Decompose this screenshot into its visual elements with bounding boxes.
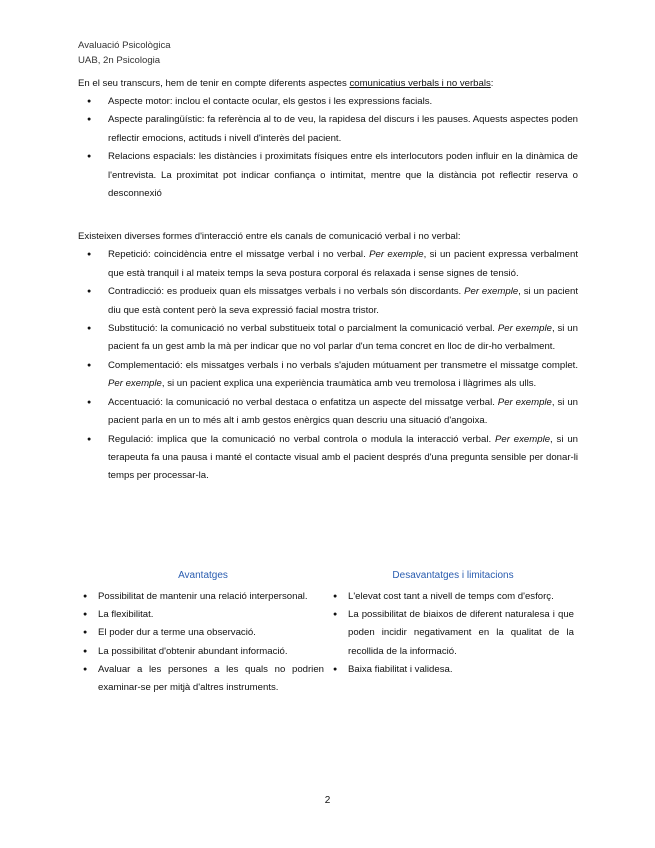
form-text: Substitució: la comunicació no verbal substitueix total o parcialment la comunicació verbal. xyxy=(108,323,498,335)
list-item xyxy=(78,283,578,320)
list-item: ● La possibilitat d'obtenir abundant informació. xyxy=(78,643,328,661)
header-subtitle: UAB, 2n Psicologia xyxy=(78,55,161,66)
form-text: Regulació: implica que la comunicació no verbal controla o modula la interacció verbal. xyxy=(108,433,495,445)
form-text: , si un pacient explica una experiència traumàtica amb veu tremolosa i llàgrimes als ulls. xyxy=(161,378,537,390)
aspects-list xyxy=(78,93,578,203)
intro-underlined: comunicatius verbals i no verbals xyxy=(349,78,491,89)
forms-list xyxy=(78,246,578,485)
list-item xyxy=(78,357,578,394)
list-item: ● Possibilitat de mantenir una relació interpersonal. xyxy=(78,588,328,606)
form-example: Per exemple xyxy=(108,378,162,390)
list-item: ● El poder dur a terme una observació. xyxy=(78,624,328,642)
form-text: , si un pacient expressa verbalment que està tranquil i al mateix temps la seva postura corporal és relaxada i sense signes de tensió. xyxy=(108,249,578,279)
form-text: , si un pacient parla en un to més alt i amb gestos enèrgics quan descriu una situació d'angoixa. xyxy=(108,396,578,427)
advantages-heading: Avantatges xyxy=(178,570,228,581)
intro-tail: : xyxy=(490,78,494,89)
form-text: Contradicció: es produeix quan els missatges verbals i no verbals són discordants. xyxy=(108,286,465,298)
list-item: ● Aspecte motor: inclou el contacte ocular, els gestos i les expressions facials. xyxy=(78,93,578,111)
form-text: Complementació: els missatges verbals i no verbals s'ajuden mútuament per transmetre el missatge complet. xyxy=(108,359,578,371)
form-text: , si un terapeuta fa una pausa i manté el contacte visual amb el pacient després d'una pregunta sensible per donar-li temps per processar-la. xyxy=(108,433,578,482)
comparison-columns xyxy=(78,568,578,697)
form-example: Per exemple xyxy=(495,433,551,445)
intro-lead: En el seu transcurs, hem de tenir en compte diferents aspectes xyxy=(78,78,350,89)
list-item xyxy=(78,246,578,283)
list-item: ● L'elevat cost tant a nivell de temps com d'esforç. xyxy=(328,588,578,606)
list-item: ● Aspecte paralingüístic: fa referència al to de veu, la rapidesa del discurs i les pauses. Aquests aspectes poden reflectir emocions, actituds i nivell d'interès del pacient. xyxy=(78,111,578,148)
list-item: ● Avaluar a les persones a les quals no podrien examinar-se per mitjà d'altres instruments. xyxy=(78,661,328,697)
list-item: ● Relacions espacials: les distàncies i proximitats físiques entre els interlocutors poden influir en la dinàmica de l'entrevista. La proximitat pot indicar confiança o intimitat, mentre que la distància pot reflectir reserva o desconnexió xyxy=(78,148,578,203)
form-example: Per exemple xyxy=(497,323,552,335)
page-number: 2 xyxy=(324,795,331,806)
list-item xyxy=(78,431,578,486)
header-title: Avaluació Psicològica xyxy=(78,40,171,51)
form-example: Per exemple xyxy=(497,396,552,408)
list-item: ● La possibilitat de biaixos de diferent naturalesa i que poden incidir negativament en la qualitat de la recollida de la informació. xyxy=(328,606,578,661)
form-example: Per exemple xyxy=(464,286,519,298)
form-text: Repetició: coincidència entre el missatge verbal i no verbal. xyxy=(108,249,370,261)
form-example: Per exemple xyxy=(369,249,424,261)
form-text: Accentuació: la comunicació no verbal destaca o enfatitza un aspecte del missatge verbal. xyxy=(108,396,498,408)
document-body xyxy=(78,74,578,486)
list-item: ● La flexibilitat. xyxy=(78,606,328,624)
page-header xyxy=(78,38,171,68)
intro-paragraph xyxy=(78,74,578,93)
list-item: ● Baixa fiabilitat i validesa. xyxy=(328,661,578,679)
form-text: , si un pacient fa un gest amb la mà per indicar que no vol parlar d'un tema concret en lloc de dir-ho verbalment. xyxy=(108,323,578,353)
list-item xyxy=(78,320,578,357)
form-text: , si un pacient diu que està content però la seva expressió facial mostra tristor. xyxy=(108,286,579,316)
list-item xyxy=(78,394,578,431)
advantages-list xyxy=(78,588,328,697)
forms-intro: Existeixen diverses formes d'interacció entre els canals de comunicació verbal i no verbal: xyxy=(78,231,461,243)
disadvantages-heading: Desavantatges i limitacions xyxy=(392,570,514,581)
disadvantages-column xyxy=(328,568,578,697)
advantages-column xyxy=(78,568,328,697)
disadvantages-list xyxy=(328,588,578,679)
